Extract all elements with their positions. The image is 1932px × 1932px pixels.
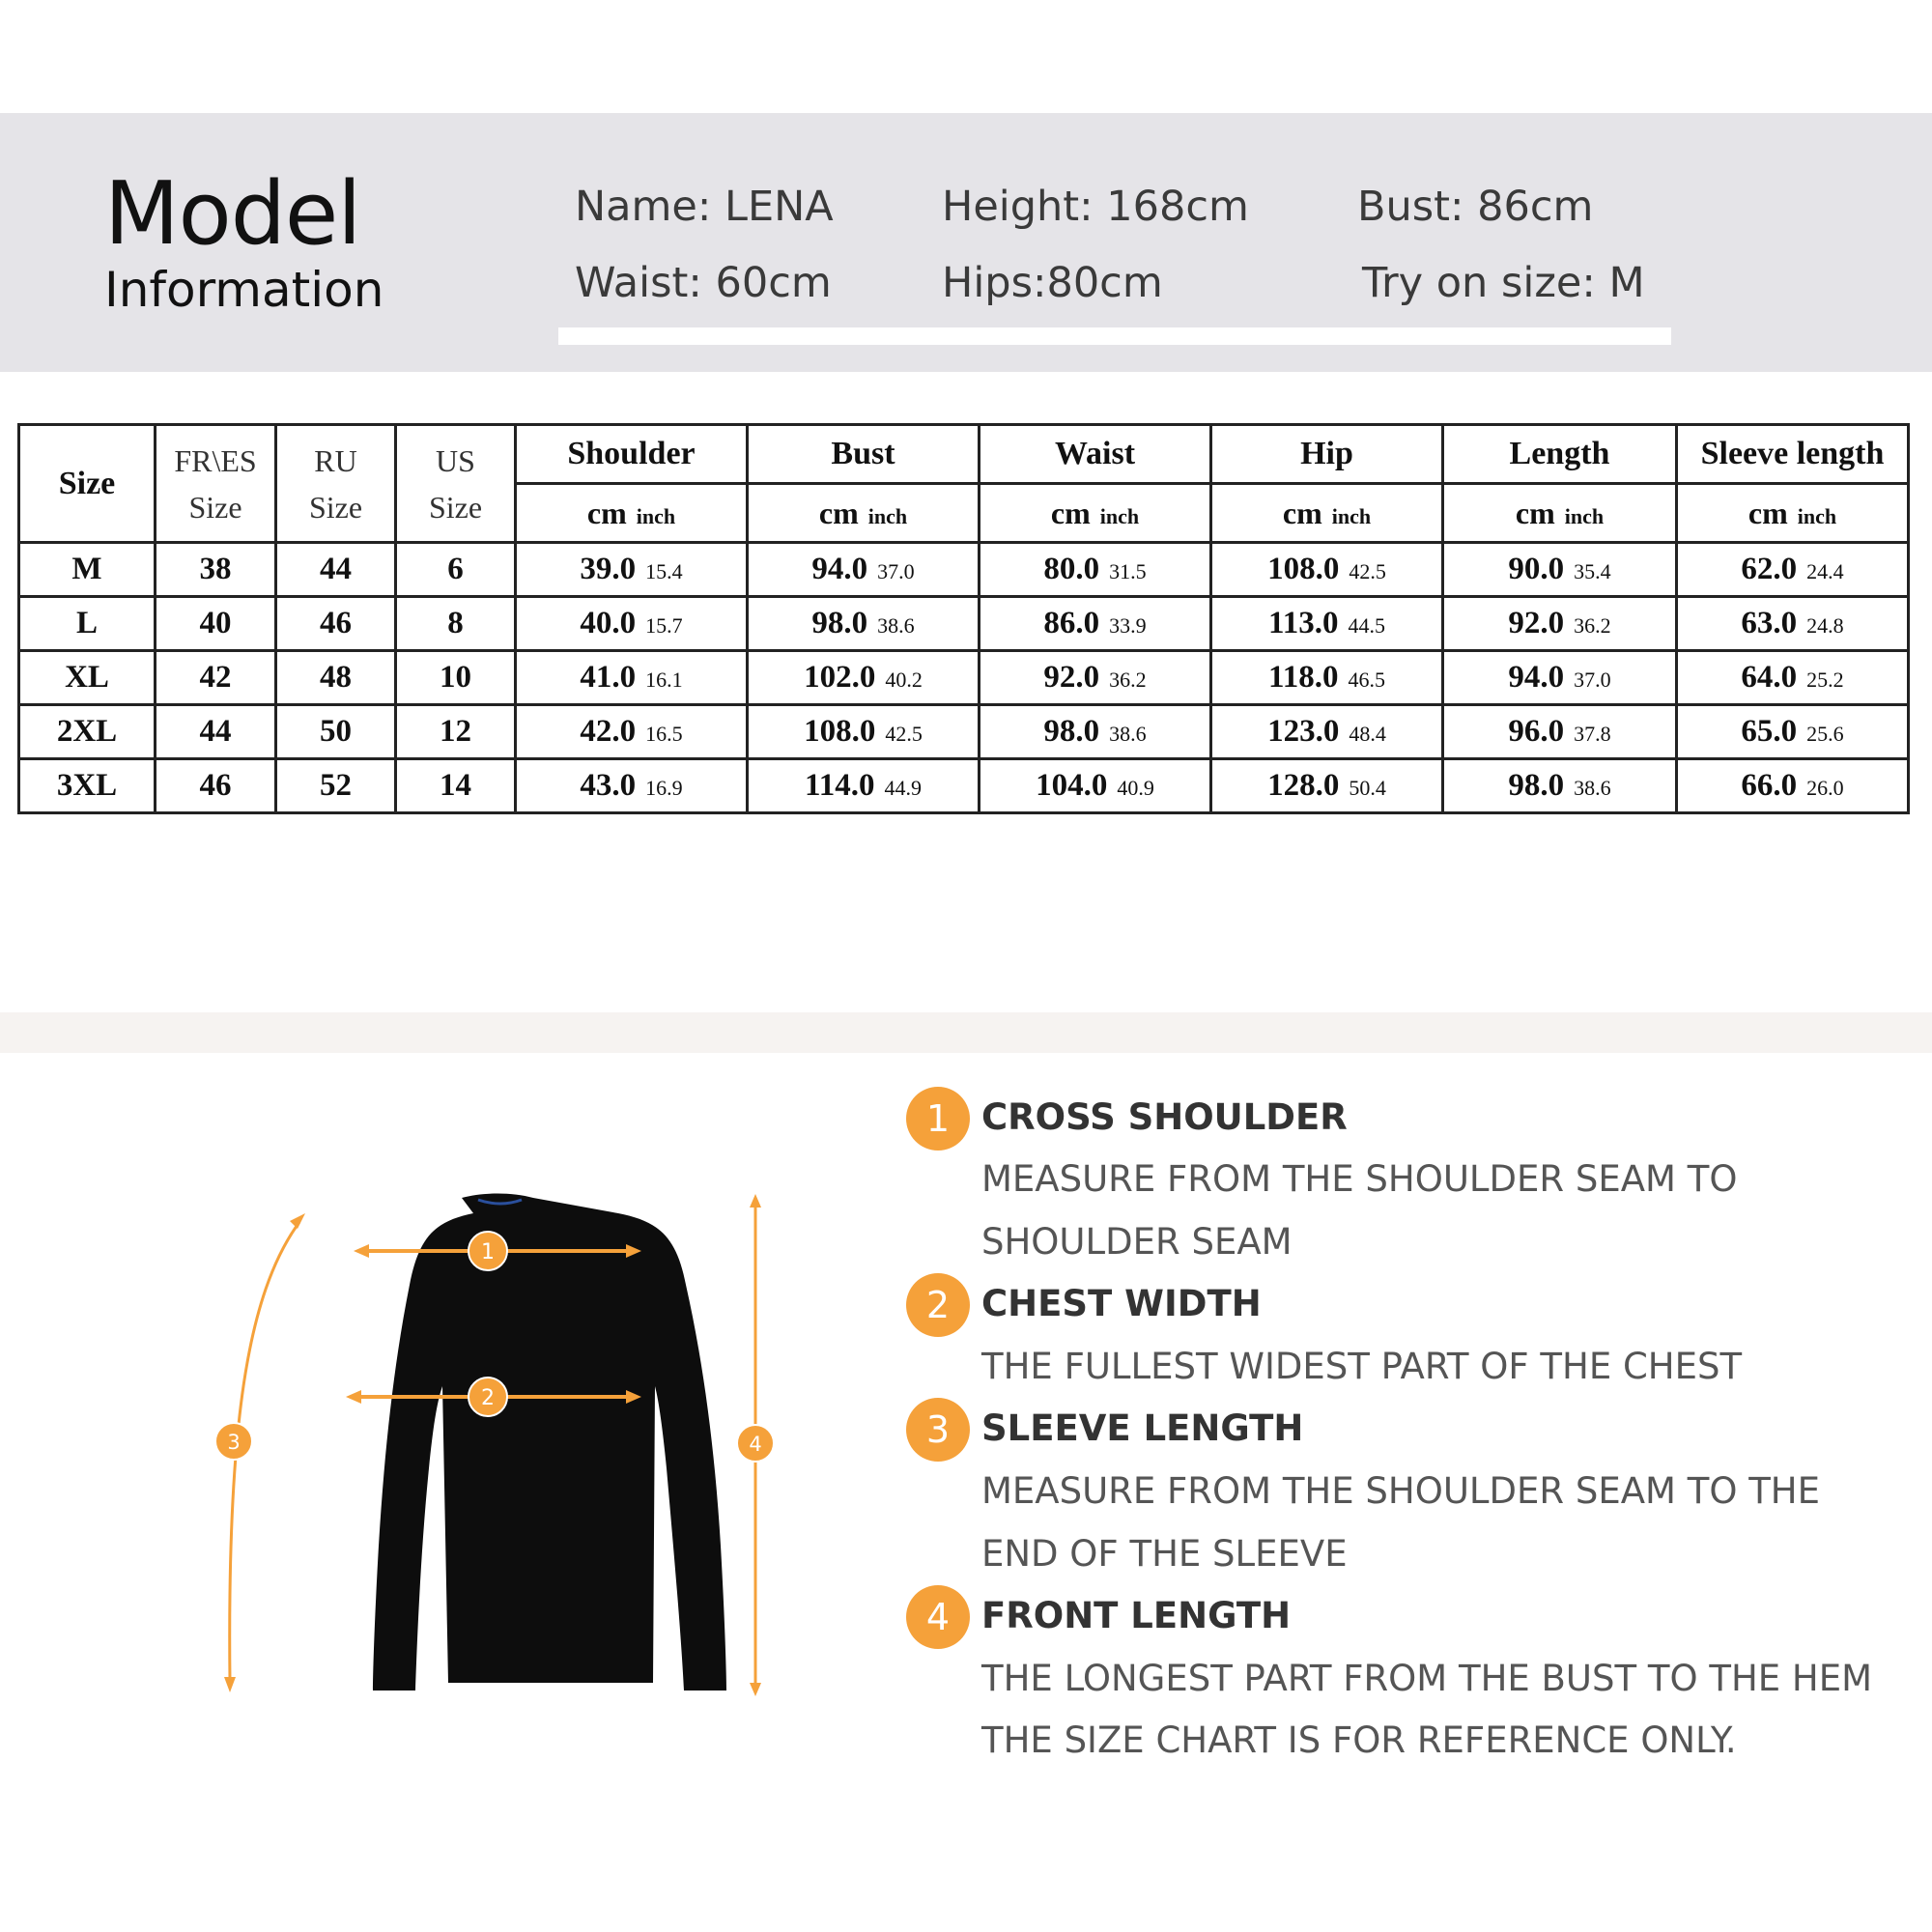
sleeve-length-cell bbox=[1677, 705, 1909, 759]
value-cm: 123.0 bbox=[1267, 714, 1340, 749]
table-row bbox=[19, 597, 1909, 651]
waist-cell bbox=[980, 705, 1211, 759]
bust-cell bbox=[748, 597, 980, 651]
value-inch: 48.4 bbox=[1349, 722, 1386, 746]
chest-arrow-left bbox=[346, 1390, 361, 1404]
value-cm: 62.0 bbox=[1741, 552, 1798, 586]
value-inch: 16.1 bbox=[645, 668, 683, 692]
shoulder-cell bbox=[516, 597, 748, 651]
model-information-band bbox=[0, 113, 1932, 372]
value-inch: 44.9 bbox=[884, 776, 922, 800]
value-inch: 24.8 bbox=[1806, 613, 1844, 638]
size-label: M bbox=[19, 543, 156, 597]
value-cm: 114.0 bbox=[805, 768, 875, 803]
value-cm: 65.0 bbox=[1741, 714, 1798, 749]
header-waist: Waist bbox=[980, 425, 1211, 484]
value-inch: 25.6 bbox=[1806, 722, 1844, 746]
bust-cell bbox=[748, 759, 980, 813]
fr-es-size: 44 bbox=[156, 705, 276, 759]
value-cm: 96.0 bbox=[1508, 714, 1565, 749]
hip-cell bbox=[1211, 597, 1443, 651]
sleeve-arrow-top bbox=[290, 1213, 305, 1229]
header-ru-line1: RU bbox=[314, 442, 357, 478]
ru-size: 52 bbox=[276, 759, 396, 813]
us-size: 8 bbox=[396, 597, 516, 651]
model-try-on-size: Try on size: M bbox=[1362, 259, 1645, 307]
header-fr-es-line2: Size bbox=[188, 489, 242, 525]
table-row bbox=[19, 543, 1909, 597]
bust-cell bbox=[748, 651, 980, 705]
ru-size: 44 bbox=[276, 543, 396, 597]
value-cm: 39.0 bbox=[580, 552, 637, 586]
value-inch: 44.5 bbox=[1348, 613, 1385, 638]
header-size: Size bbox=[19, 425, 156, 543]
header-sleeve-length: Sleeve length bbox=[1677, 425, 1909, 484]
us-size: 10 bbox=[396, 651, 516, 705]
unit-inch: inch bbox=[1564, 503, 1605, 528]
sleeve-length-cell bbox=[1677, 597, 1909, 651]
marker-4-label: 4 bbox=[749, 1433, 762, 1456]
instruction-3-badge: 3 bbox=[906, 1398, 970, 1462]
value-inch: 26.0 bbox=[1806, 776, 1844, 800]
fr-es-size: 42 bbox=[156, 651, 276, 705]
shoulder-cell bbox=[516, 705, 748, 759]
value-cm: 98.0 bbox=[1043, 714, 1100, 749]
value-inch: 15.4 bbox=[645, 559, 683, 583]
sweater-measurement-diagram bbox=[193, 1179, 792, 1719]
table-row bbox=[19, 759, 1909, 813]
header-fr-es-line1: FR\ES bbox=[174, 442, 257, 478]
bust-cell bbox=[748, 543, 980, 597]
value-inch: 33.9 bbox=[1109, 613, 1147, 638]
value-cm: 63.0 bbox=[1741, 606, 1798, 640]
value-cm: 66.0 bbox=[1741, 768, 1798, 803]
instruction-4-title: FRONT LENGTH bbox=[981, 1595, 1292, 1636]
hip-cell bbox=[1211, 705, 1443, 759]
header-length: Length bbox=[1443, 425, 1677, 484]
header-us-line2: Size bbox=[428, 489, 483, 525]
unit-inch: inch bbox=[1099, 503, 1140, 528]
length-cell bbox=[1443, 543, 1677, 597]
instruction-1-line-1: MEASURE FROM THE SHOULDER SEAM TO bbox=[981, 1158, 1738, 1200]
ru-size: 46 bbox=[276, 597, 396, 651]
us-size: 6 bbox=[396, 543, 516, 597]
unit-cm: cm bbox=[1282, 495, 1322, 530]
marker-1-label: 1 bbox=[481, 1240, 495, 1264]
value-cm: 104.0 bbox=[1036, 768, 1108, 803]
instruction-2-badge: 2 bbox=[906, 1273, 970, 1337]
instruction-3-title: SLEEVE LENGTH bbox=[981, 1407, 1304, 1449]
size-chart-table bbox=[17, 423, 1910, 814]
value-cm: 40.0 bbox=[580, 606, 637, 640]
sleeve-arrow-bottom bbox=[224, 1677, 236, 1692]
value-cm: 86.0 bbox=[1043, 606, 1100, 640]
unit-cm: cm bbox=[1747, 495, 1788, 530]
unit-cm: cm bbox=[586, 495, 627, 530]
instruction-4-line-1: THE LONGEST PART FROM THE BUST TO THE HEM bbox=[981, 1658, 1873, 1699]
model-title: Model bbox=[104, 163, 361, 265]
unit-header-shoulder bbox=[516, 484, 748, 543]
length-cell bbox=[1443, 705, 1677, 759]
size-label: XL bbox=[19, 651, 156, 705]
length-cell bbox=[1443, 597, 1677, 651]
table-row bbox=[19, 705, 1909, 759]
unit-inch: inch bbox=[1797, 503, 1837, 528]
value-inch: 50.4 bbox=[1349, 776, 1386, 800]
value-inch: 42.5 bbox=[885, 722, 923, 746]
value-inch: 38.6 bbox=[1109, 722, 1147, 746]
instruction-1-badge: 1 bbox=[906, 1087, 970, 1151]
header-us-size bbox=[396, 425, 516, 543]
waist-cell bbox=[980, 759, 1211, 813]
value-inch: 40.9 bbox=[1117, 776, 1154, 800]
value-inch: 31.5 bbox=[1109, 559, 1147, 583]
value-cm: 118.0 bbox=[1268, 660, 1339, 695]
value-cm: 43.0 bbox=[580, 768, 637, 803]
size-label: 2XL bbox=[19, 705, 156, 759]
value-inch: 25.2 bbox=[1806, 668, 1844, 692]
value-inch: 36.2 bbox=[1574, 613, 1611, 638]
ru-size: 50 bbox=[276, 705, 396, 759]
shoulder-cell bbox=[516, 651, 748, 705]
sleeve-length-cell bbox=[1677, 651, 1909, 705]
us-size: 14 bbox=[396, 759, 516, 813]
value-inch: 42.5 bbox=[1349, 559, 1386, 583]
value-cm: 113.0 bbox=[1268, 606, 1339, 640]
value-inch: 24.4 bbox=[1806, 559, 1844, 583]
shoulder-cell bbox=[516, 543, 748, 597]
ru-size: 48 bbox=[276, 651, 396, 705]
unit-header-sleeve-length bbox=[1677, 484, 1909, 543]
model-name: Name: LENA bbox=[575, 183, 834, 231]
value-inch: 35.4 bbox=[1574, 559, 1611, 583]
shoulder-cell bbox=[516, 759, 748, 813]
section-divider bbox=[0, 1012, 1932, 1053]
unit-inch: inch bbox=[867, 503, 908, 528]
unit-header-waist bbox=[980, 484, 1211, 543]
value-cm: 108.0 bbox=[804, 714, 876, 749]
size-label: 3XL bbox=[19, 759, 156, 813]
model-underline-divider bbox=[558, 327, 1671, 345]
unit-cm: cm bbox=[818, 495, 859, 530]
instruction-3-line-1: MEASURE FROM THE SHOULDER SEAM TO THE bbox=[981, 1470, 1821, 1512]
header-ru-line2: Size bbox=[308, 489, 363, 525]
unit-inch: inch bbox=[636, 503, 676, 528]
value-inch: 36.2 bbox=[1109, 668, 1147, 692]
instruction-2-line-1: THE FULLEST WIDEST PART OF THE CHEST bbox=[981, 1346, 1743, 1387]
waist-cell bbox=[980, 543, 1211, 597]
header-ru-size bbox=[276, 425, 396, 543]
value-cm: 64.0 bbox=[1741, 660, 1798, 695]
model-hips: Hips:80cm bbox=[942, 259, 1163, 307]
header-us-line1: US bbox=[436, 442, 475, 478]
hip-cell bbox=[1211, 651, 1443, 705]
fr-es-size: 38 bbox=[156, 543, 276, 597]
value-cm: 94.0 bbox=[811, 552, 868, 586]
header-shoulder: Shoulder bbox=[516, 425, 748, 484]
hip-cell bbox=[1211, 759, 1443, 813]
shoulder-arrow-left bbox=[354, 1244, 369, 1258]
unit-header-length bbox=[1443, 484, 1677, 543]
length-arrow-bottom bbox=[750, 1683, 761, 1696]
length-arrow-top bbox=[750, 1194, 761, 1208]
value-inch: 46.5 bbox=[1348, 668, 1385, 692]
model-height: Height: 168cm bbox=[942, 183, 1249, 231]
value-inch: 16.9 bbox=[645, 776, 683, 800]
value-inch: 16.5 bbox=[645, 722, 683, 746]
unit-cm: cm bbox=[1515, 495, 1555, 530]
value-cm: 92.0 bbox=[1043, 660, 1100, 695]
hip-cell bbox=[1211, 543, 1443, 597]
sleeve-length-cell bbox=[1677, 759, 1909, 813]
header-fr-es-size bbox=[156, 425, 276, 543]
value-inch: 40.2 bbox=[885, 668, 923, 692]
table-row bbox=[19, 651, 1909, 705]
value-inch: 37.8 bbox=[1574, 722, 1611, 746]
value-cm: 98.0 bbox=[1508, 768, 1565, 803]
length-cell bbox=[1443, 759, 1677, 813]
model-waist: Waist: 60cm bbox=[575, 259, 832, 307]
instruction-4-badge: 4 bbox=[906, 1585, 970, 1649]
value-cm: 102.0 bbox=[804, 660, 876, 695]
value-inch: 37.0 bbox=[877, 559, 915, 583]
value-inch: 38.6 bbox=[1574, 776, 1611, 800]
instruction-1-line-2: SHOULDER SEAM bbox=[981, 1221, 1293, 1263]
header-bust: Bust bbox=[748, 425, 980, 484]
value-cm: 108.0 bbox=[1267, 552, 1340, 586]
waist-cell bbox=[980, 597, 1211, 651]
instruction-3-line-2: END OF THE SLEEVE bbox=[981, 1533, 1348, 1575]
bust-cell bbox=[748, 705, 980, 759]
fr-es-size: 46 bbox=[156, 759, 276, 813]
size-label: L bbox=[19, 597, 156, 651]
instruction-4-line-2: THE SIZE CHART IS FOR REFERENCE ONLY. bbox=[981, 1719, 1737, 1761]
instruction-1-title: CROSS SHOULDER bbox=[981, 1096, 1348, 1138]
marker-2-label: 2 bbox=[481, 1386, 495, 1410]
unit-header-hip bbox=[1211, 484, 1443, 543]
length-cell bbox=[1443, 651, 1677, 705]
value-cm: 128.0 bbox=[1267, 768, 1340, 803]
value-cm: 80.0 bbox=[1043, 552, 1100, 586]
sleeve-length-cell bbox=[1677, 543, 1909, 597]
value-inch: 37.0 bbox=[1574, 668, 1611, 692]
instruction-2-title: CHEST WIDTH bbox=[981, 1283, 1262, 1324]
value-cm: 42.0 bbox=[580, 714, 637, 749]
waist-cell bbox=[980, 651, 1211, 705]
unit-cm: cm bbox=[1050, 495, 1091, 530]
sweater-silhouette bbox=[373, 1194, 726, 1691]
unit-header-bust bbox=[748, 484, 980, 543]
value-cm: 90.0 bbox=[1508, 552, 1565, 586]
model-subtitle: Information bbox=[104, 262, 384, 318]
marker-3-label: 3 bbox=[227, 1431, 241, 1454]
unit-inch: inch bbox=[1331, 503, 1372, 528]
us-size: 12 bbox=[396, 705, 516, 759]
value-cm: 94.0 bbox=[1508, 660, 1565, 695]
header-hip: Hip bbox=[1211, 425, 1443, 484]
fr-es-size: 40 bbox=[156, 597, 276, 651]
value-cm: 98.0 bbox=[811, 606, 868, 640]
value-inch: 15.7 bbox=[645, 613, 683, 638]
value-cm: 92.0 bbox=[1508, 606, 1565, 640]
value-inch: 38.6 bbox=[877, 613, 915, 638]
value-cm: 41.0 bbox=[580, 660, 637, 695]
model-bust: Bust: 86cm bbox=[1357, 183, 1594, 231]
